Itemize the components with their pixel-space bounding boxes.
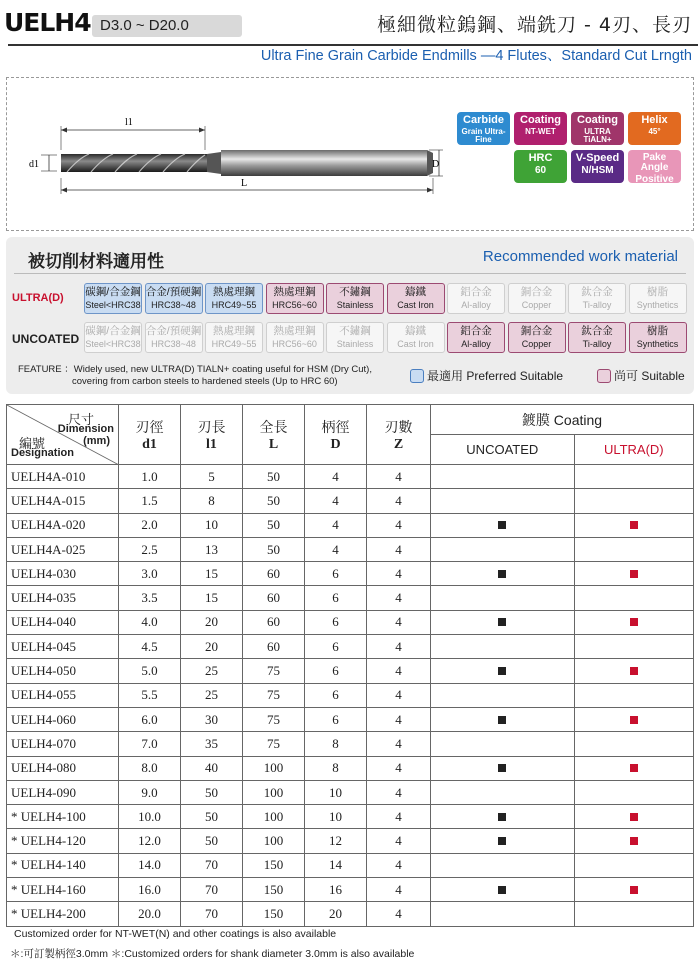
cell-D: 10 <box>305 780 367 804</box>
cell-des: UELH4A-025 <box>7 537 119 561</box>
cell-des: * UELH4-160 <box>7 878 119 902</box>
diameter-range-text: D3.0 ~ D20.0 <box>100 17 189 34</box>
cell-unc <box>431 683 575 707</box>
cell-D: 8 <box>305 732 367 756</box>
cell-D: 4 <box>305 465 367 489</box>
cell-D: 6 <box>305 562 367 586</box>
uncoated-mark <box>498 716 506 724</box>
material-ultra-row-5: 鑄鐵 Cast Iron <box>387 283 445 314</box>
cell-unc <box>431 829 575 853</box>
cell-d1: 4.5 <box>119 635 181 659</box>
cell-D: 10 <box>305 805 367 829</box>
cell-l1: 10 <box>181 513 243 537</box>
cell-l1: 20 <box>181 635 243 659</box>
d1-header: 刃徑 d1 <box>119 405 181 465</box>
uncoated-mark <box>498 886 506 894</box>
material-unc-row-5: 鑄鐵 Cast Iron <box>387 322 445 353</box>
material-unc-row-8: 鈦合金 Ti-alloy <box>568 322 626 353</box>
cell-d1: 7.0 <box>119 732 181 756</box>
cell-l1: 40 <box>181 756 243 780</box>
cell-des: UELH4-090 <box>7 780 119 804</box>
cell-l1: 70 <box>181 878 243 902</box>
cell-unc <box>431 878 575 902</box>
cell-unc <box>431 465 575 489</box>
table-row <box>7 537 694 561</box>
cell-d1: 1.0 <box>119 465 181 489</box>
badge-coating-ntwet: Coating NT-WET <box>514 112 567 145</box>
cell-ult <box>574 513 693 537</box>
ultra-mark <box>630 886 638 894</box>
cell-des: UELH4-055 <box>7 683 119 707</box>
cell-l1: 5 <box>181 465 243 489</box>
cell-unc <box>431 805 575 829</box>
cell-des: UELH4-070 <box>7 732 119 756</box>
d1-label: d1 <box>29 159 39 170</box>
cell-Z: 4 <box>367 465 431 489</box>
cell-ult <box>574 732 693 756</box>
cell-L: 150 <box>243 902 305 926</box>
badge-rake-angle: Pake Angle Positive <box>628 150 681 183</box>
cell-ult <box>574 902 693 926</box>
ultra-mark <box>630 570 638 578</box>
cell-ult <box>574 610 693 634</box>
cell-unc <box>431 659 575 683</box>
diameter-range-badge <box>92 15 242 37</box>
material-ultra-row-4: 不鏽鋼 Stainless <box>326 283 384 314</box>
cell-d1: 20.0 <box>119 902 181 926</box>
cell-d1: 3.5 <box>119 586 181 610</box>
cell-ult <box>574 853 693 877</box>
cell-d1: 2.5 <box>119 537 181 561</box>
cell-L: 60 <box>243 562 305 586</box>
cell-Z: 4 <box>367 513 431 537</box>
cell-des: * UELH4-100 <box>7 805 119 829</box>
cell-l1: 50 <box>181 805 243 829</box>
title-english: Ultra Fine Grain Carbide Endmills —4 Flutes、Standard Cut Lrngth <box>260 48 692 64</box>
cell-D: 6 <box>305 610 367 634</box>
table-row <box>7 489 694 513</box>
cell-D: 6 <box>305 683 367 707</box>
cell-Z: 4 <box>367 683 431 707</box>
ultra-header: ULTRA(D) <box>574 435 693 465</box>
cell-Z: 4 <box>367 878 431 902</box>
work-material-title-cn: 被切削材料適用性 <box>28 252 164 272</box>
table-row <box>7 707 694 731</box>
cell-Z: 4 <box>367 659 431 683</box>
cell-D: 14 <box>305 853 367 877</box>
material-ultra-row-2: 熱處理鋼 HRC49~55 <box>205 283 263 314</box>
table-row <box>7 610 694 634</box>
badge-hrc: HRC 60 <box>514 150 567 183</box>
footer-note-shank: ＊:可訂製柄徑3.0mm ＊:Customized orders for shank diameter 3.0mm is also available <box>10 948 415 960</box>
cell-D: 6 <box>305 659 367 683</box>
material-ultra-row-9: 樹脂 Synthetics <box>629 283 687 314</box>
cell-L: 50 <box>243 489 305 513</box>
endmill-drawing <box>27 98 447 208</box>
cell-L: 60 <box>243 610 305 634</box>
uncoated-mark <box>498 521 506 529</box>
legend-pink-swatch <box>597 369 611 383</box>
table-row <box>7 659 694 683</box>
cell-unc <box>431 635 575 659</box>
cell-Z: 4 <box>367 610 431 634</box>
cell-unc <box>431 902 575 926</box>
ultra-row-label: ULTRA(D) <box>12 292 64 304</box>
cell-des: UELH4A-020 <box>7 513 119 537</box>
cell-D: 20 <box>305 902 367 926</box>
cell-L: 50 <box>243 537 305 561</box>
cell-ult <box>574 878 693 902</box>
cell-Z: 4 <box>367 853 431 877</box>
feature-text: FEATURE ：Widely used, new ULTRA(D) TIALN+ coating useful for HSM (Dry Cut), covering from carbon steels to hardened steels (Up to HRC 60) <box>18 364 372 387</box>
cell-l1: 25 <box>181 659 243 683</box>
cell-Z: 4 <box>367 635 431 659</box>
cell-ult <box>574 756 693 780</box>
cell-L: 75 <box>243 683 305 707</box>
cell-l1: 70 <box>181 853 243 877</box>
material-ultra-row-1: 合金/預硬鋼 HRC38~48 <box>145 283 203 314</box>
cell-Z: 4 <box>367 537 431 561</box>
cell-unc <box>431 513 575 537</box>
table-row <box>7 465 694 489</box>
cell-d1: 10.0 <box>119 805 181 829</box>
uncoated-mark <box>498 618 506 626</box>
table-row <box>7 902 694 926</box>
badge-coating-ultra: Coating ULTRA TiALN+ <box>571 112 624 145</box>
cell-d1: 16.0 <box>119 878 181 902</box>
table-row <box>7 829 694 853</box>
cell-l1: 25 <box>181 683 243 707</box>
cell-L: 75 <box>243 732 305 756</box>
cell-l1: 13 <box>181 537 243 561</box>
cell-ult <box>574 707 693 731</box>
cell-L: 150 <box>243 853 305 877</box>
material-unc-row-6: 鋁合金 Al-alloy <box>447 322 505 353</box>
table-row <box>7 780 694 804</box>
table-row <box>7 513 694 537</box>
cell-des: UELH4-030 <box>7 562 119 586</box>
cell-ult <box>574 537 693 561</box>
ultra-mark <box>630 716 638 724</box>
material-unc-row-4: 不鏽鋼 Stainless <box>326 322 384 353</box>
cell-L: 100 <box>243 756 305 780</box>
badge-carbide: Carbide Grain Ultra-Fine <box>457 112 510 145</box>
cell-l1: 50 <box>181 829 243 853</box>
material-unc-row-0: 碳鋼/合金鋼 Steel<HRC38 <box>84 322 142 353</box>
cell-Z: 4 <box>367 707 431 731</box>
neck-section <box>207 152 221 174</box>
work-material-title-en: Recommended work material <box>482 248 678 265</box>
cell-D: 16 <box>305 878 367 902</box>
cell-ult <box>574 489 693 513</box>
table-row <box>7 562 694 586</box>
cell-Z: 4 <box>367 562 431 586</box>
uncoated-mark <box>498 837 506 845</box>
ultra-mark <box>630 521 638 529</box>
cell-unc <box>431 780 575 804</box>
cell-d1: 5.0 <box>119 659 181 683</box>
badge-vspeed: V-Speed N/HSM <box>571 150 624 183</box>
cell-des: * UELH4-200 <box>7 902 119 926</box>
tool-drawing-panel <box>6 77 694 231</box>
material-unc-row-7: 銅合金 Copper <box>508 322 566 353</box>
cell-ult <box>574 635 693 659</box>
cell-L: 50 <box>243 465 305 489</box>
cell-unc <box>431 562 575 586</box>
cell-L: 60 <box>243 586 305 610</box>
cell-Z: 4 <box>367 829 431 853</box>
cell-des: UELH4-035 <box>7 586 119 610</box>
uncoated-mark <box>498 813 506 821</box>
cell-D: 6 <box>305 707 367 731</box>
cell-l1: 50 <box>181 780 243 804</box>
cell-unc <box>431 537 575 561</box>
model-code: UELH4 <box>4 8 91 37</box>
cell-des: UELH4A-015 <box>7 489 119 513</box>
material-ultra-row-7: 銅合金 Copper <box>508 283 566 314</box>
cell-unc <box>431 610 575 634</box>
dimension-designation-header: 尺寸 Dimension (mm) 編號 Designation <box>7 405 119 465</box>
cell-L: 50 <box>243 513 305 537</box>
l1-label: l1 <box>125 117 133 128</box>
spec-table <box>6 404 694 927</box>
l1-header: 刃長 l1 <box>181 405 243 465</box>
work-material-panel <box>6 237 694 394</box>
cell-ult <box>574 683 693 707</box>
cell-D: 4 <box>305 537 367 561</box>
cell-Z: 4 <box>367 489 431 513</box>
material-ultra-row-3: 熱處理鋼 HRC56~60 <box>266 283 324 314</box>
cell-des: UELH4-040 <box>7 610 119 634</box>
cell-L: 60 <box>243 635 305 659</box>
uncoated-mark <box>498 764 506 772</box>
badge-helix: Helix 45° <box>628 112 681 145</box>
cell-ult <box>574 780 693 804</box>
cell-l1: 35 <box>181 732 243 756</box>
cell-unc <box>431 853 575 877</box>
cell-ult <box>574 829 693 853</box>
cell-L: 100 <box>243 805 305 829</box>
cell-des: * UELH4-120 <box>7 829 119 853</box>
cell-Z: 4 <box>367 780 431 804</box>
cell-d1: 8.0 <box>119 756 181 780</box>
cell-l1: 20 <box>181 610 243 634</box>
material-ultra-row-0: 碳鋼/合金鋼 Steel<HRC38 <box>84 283 142 314</box>
D-label: D <box>432 159 440 170</box>
table-row <box>7 732 694 756</box>
cell-Z: 4 <box>367 586 431 610</box>
L-label: L <box>241 178 248 189</box>
table-row <box>7 683 694 707</box>
cell-unc <box>431 489 575 513</box>
cell-L: 75 <box>243 707 305 731</box>
cell-D: 6 <box>305 586 367 610</box>
coating-header: 鍍膜 Coating <box>431 405 694 435</box>
table-row <box>7 805 694 829</box>
table-row <box>7 878 694 902</box>
uncoated-mark <box>498 570 506 578</box>
cell-des: UELH4A-010 <box>7 465 119 489</box>
cell-unc <box>431 732 575 756</box>
cell-l1: 15 <box>181 562 243 586</box>
header <box>4 6 696 40</box>
Z-header: 刃數 Z <box>367 405 431 465</box>
cell-des: * UELH4-140 <box>7 853 119 877</box>
table-row <box>7 635 694 659</box>
cell-unc <box>431 756 575 780</box>
cell-Z: 4 <box>367 902 431 926</box>
table-row <box>7 756 694 780</box>
cell-d1: 12.0 <box>119 829 181 853</box>
cell-des: UELH4-080 <box>7 756 119 780</box>
cell-l1: 8 <box>181 489 243 513</box>
cell-unc <box>431 707 575 731</box>
shank-section <box>221 150 427 176</box>
cell-l1: 70 <box>181 902 243 926</box>
material-unc-row-3: 熱處理鋼 HRC56~60 <box>266 322 324 353</box>
cell-D: 6 <box>305 635 367 659</box>
uncoated-row-label: UNCOATED <box>12 332 80 346</box>
uncoated-header: UNCOATED <box>431 435 575 465</box>
cell-l1: 30 <box>181 707 243 731</box>
ultra-mark <box>630 618 638 626</box>
material-ultra-row-6: 鋁合金 Al-alloy <box>447 283 505 314</box>
material-ultra-row-8: 鈦合金 Ti-alloy <box>568 283 626 314</box>
cell-d1: 3.0 <box>119 562 181 586</box>
ultra-mark <box>630 813 638 821</box>
cell-ult <box>574 586 693 610</box>
cell-L: 75 <box>243 659 305 683</box>
footer-note-coatings: Customized order for NT-WET(N) and other coatings is also available <box>14 928 337 940</box>
cell-des: UELH4-050 <box>7 659 119 683</box>
ultra-mark <box>630 837 638 845</box>
cell-Z: 4 <box>367 756 431 780</box>
cell-des: UELH4-045 <box>7 635 119 659</box>
material-unc-row-2: 熱處理鋼 HRC49~55 <box>205 322 263 353</box>
uncoated-mark <box>498 667 506 675</box>
cell-d1: 1.5 <box>119 489 181 513</box>
L-header: 全長 L <box>243 405 305 465</box>
material-unc-row-9: 樹脂 Synthetics <box>629 322 687 353</box>
title-chinese: 極細微粒鎢鋼、端銑刀 - 4刃、長刃 <box>376 14 692 36</box>
cell-l1: 15 <box>181 586 243 610</box>
work-material-divider <box>14 273 686 274</box>
cell-L: 100 <box>243 780 305 804</box>
cell-D: 8 <box>305 756 367 780</box>
cell-D: 12 <box>305 829 367 853</box>
cell-d1: 4.0 <box>119 610 181 634</box>
ultra-mark <box>630 764 638 772</box>
cell-Z: 4 <box>367 732 431 756</box>
legend-preferred: 最適用 Preferred Suitable <box>410 367 563 384</box>
legend-blue-swatch <box>410 369 424 383</box>
cell-D: 4 <box>305 513 367 537</box>
cell-ult <box>574 659 693 683</box>
legend-suitable: 尚可 Suitable <box>597 367 685 384</box>
cell-d1: 14.0 <box>119 853 181 877</box>
table-row <box>7 853 694 877</box>
cell-d1: 2.0 <box>119 513 181 537</box>
ultra-mark <box>630 667 638 675</box>
cell-des: UELH4-060 <box>7 707 119 731</box>
cell-ult <box>574 465 693 489</box>
cell-L: 100 <box>243 829 305 853</box>
cell-L: 150 <box>243 878 305 902</box>
D-header: 柄徑 D <box>305 405 367 465</box>
material-unc-row-1: 合金/預硬鋼 HRC38~48 <box>145 322 203 353</box>
cell-ult <box>574 562 693 586</box>
cell-Z: 4 <box>367 805 431 829</box>
cell-d1: 5.5 <box>119 683 181 707</box>
cell-unc <box>431 586 575 610</box>
cell-d1: 9.0 <box>119 780 181 804</box>
cell-d1: 6.0 <box>119 707 181 731</box>
table-row <box>7 586 694 610</box>
cell-D: 4 <box>305 489 367 513</box>
cell-ult <box>574 805 693 829</box>
